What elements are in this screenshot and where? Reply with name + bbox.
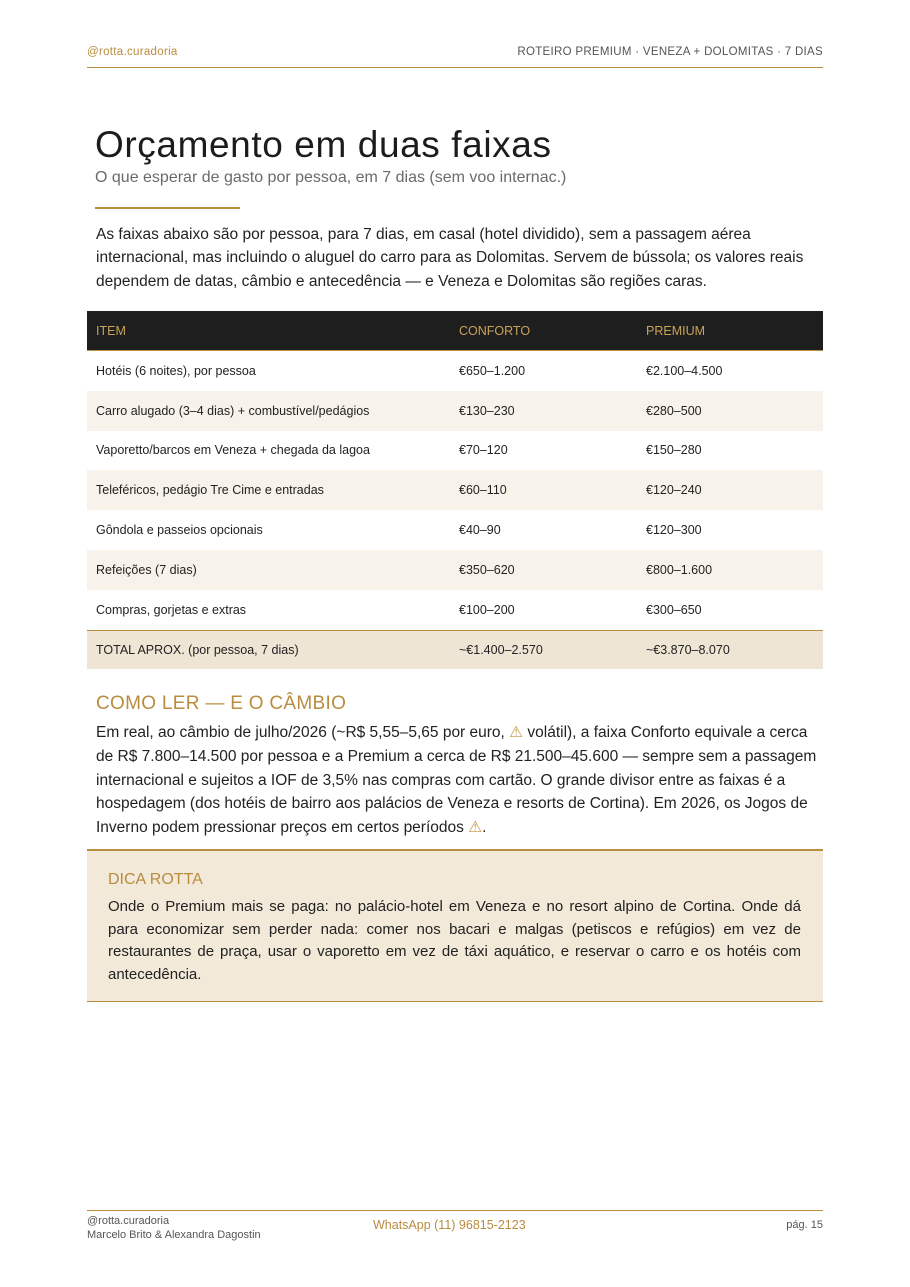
tip-title: DICA ROTTA [108,871,203,888]
table-row [87,550,823,590]
row-conforto: €70–120 [459,443,508,458]
row-premium: €280–500 [637,391,823,431]
row-conforto: €100–200 [459,602,515,617]
header-doc-title: ROTEIRO PREMIUM · VENEZA + DOLOMITAS · 7 DIAS [517,46,823,58]
row-premium: €300–650 [646,602,702,617]
row-item: Hotéis (6 noites), por pessoa [96,363,256,378]
row-item: Refeições (7 dias) [87,550,450,590]
page-footer [87,1210,823,1246]
intro-paragraph: As faixas abaixo são por pessoa, para 7 dias, em casal (hotel dividido), sem a passagem aérea internacional, mas incluindo o aluguel do carro para as Dolomitas. Servem de bússola; os valores reais dependem de datas, câmbio e antecedência — e Veneza e Dolomitas são regiões caras. [96,226,804,290]
row-item: Gôndola e passeios opcionais [96,523,263,538]
table-row [87,431,823,471]
warning-icon: ⚠ [468,819,483,837]
table-total-row [87,630,823,669]
row-conforto: €650–1.200 [459,363,526,378]
row-premium: €120–300 [646,523,702,538]
row-conforto: €130–230 [450,391,637,431]
row-premium: €150–280 [646,443,702,458]
budget-table [87,311,823,669]
table-header-row [87,311,823,351]
table-row [87,470,823,510]
row-conforto: €350–620 [450,550,637,590]
page-number: pág. 15 [786,1219,823,1231]
table-row [87,510,823,550]
row-item: Compras, gorjetas e extras [96,602,247,617]
total-premium: ~€3.870–8.070 [637,630,823,669]
row-item: Carro alugado (3–4 dias) + combustível/pedágios [87,391,450,431]
section-paragraph [96,721,822,840]
row-conforto: €40–90 [459,523,501,538]
column-header-conforto: CONFORTO [450,311,637,351]
row-premium: €2.100–4.500 [646,363,723,378]
page-title: Orçamento em duas faixas [95,124,552,165]
footer-credits [87,1214,261,1242]
section-text-part: Em real, ao câmbio de julho/2026 (~R$ 5,55–5,65 por euro, [96,724,510,741]
tip-body: Onde o Premium mais se paga: no palácio-hotel em Veneza e no resort alpino de Cortina. Onde dá para economizar sem perder nada: comer nos bacari e malgas (petiscos e refúgios) em vez de restaurantes de praça, usar o vaporetto em vez de táxi aquático, e reservar o carro e os hotéis com antecedência. [108,898,801,983]
table-row [87,590,823,630]
column-header-item: ITEM [87,311,450,351]
page-subtitle: O que esperar de gasto por pessoa, em 7 dias (sem voo internac.) [95,169,567,186]
column-header-premium: PREMIUM [637,311,823,351]
section-title: COMO LER — E O CÂMBIO [96,693,347,714]
table-row [87,391,823,431]
footer-authors: Marcelo Brito & Alexandra Dagostin [87,1229,261,1241]
footer-handle: @rotta.curadoria [87,1215,170,1227]
warning-icon: ⚠ [509,724,524,741]
row-premium: €800–1.600 [637,550,823,590]
footer-whatsapp: WhatsApp (11) 96815-2123 [373,1218,526,1232]
section-text-part: . [482,819,487,837]
header-handle: @rotta.curadoria [87,46,178,58]
total-label: TOTAL APROX. (por pessoa, 7 dias) [87,630,450,669]
title-divider [95,207,240,209]
section-text-part: volátil), a faixa Conforto equivale a cerca de R$ 7.800–14.500 por pessoa e a Premium a cerca de R$ 21.500–45.600 — sempre sem a passagem internacional e sujeitos a IOF de 3,5% nas compras com cartão. O grande divisor entre as faixas é a hospedagem (dos hotéis de bairro aos palácios de Veneza e resorts de Cortina). Em 2026, os Jogos de Inverno podem pressionar preços em certos períodos [96,724,817,837]
row-premium: €120–240 [637,470,823,510]
total-conforto: ~€1.400–2.570 [450,630,637,669]
row-item: Vaporetto/barcos em Veneza + chegada da lagoa [96,443,370,458]
table-row [87,351,823,391]
row-item: Teleféricos, pedágio Tre Cime e entradas [87,470,450,510]
tip-box [87,849,823,1002]
row-conforto: €60–110 [450,470,637,510]
page-header [87,46,823,68]
